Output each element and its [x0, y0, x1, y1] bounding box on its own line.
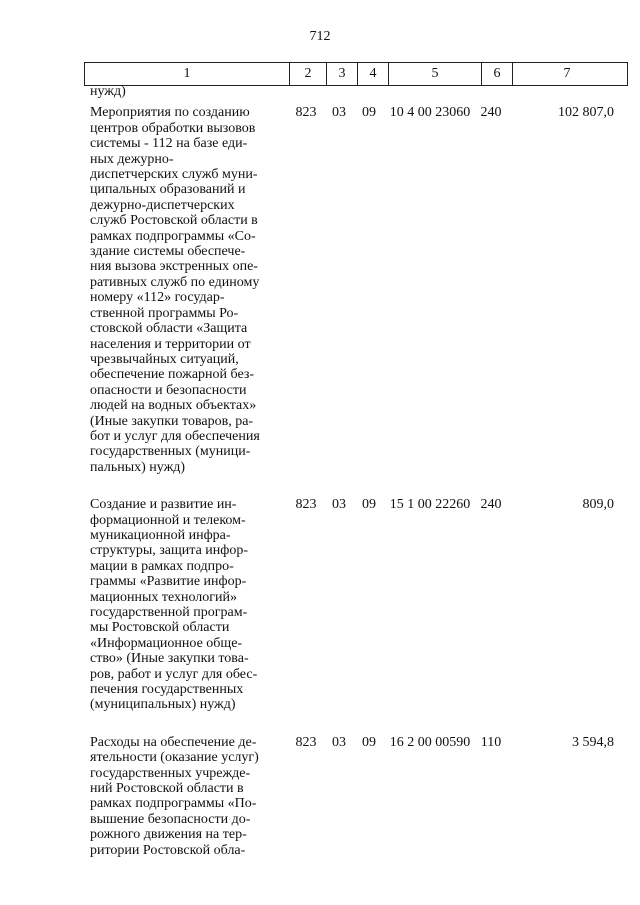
row-target-article: 10 4 00 23060 — [389, 105, 471, 121]
page-number: 712 — [309, 29, 331, 44]
column-header-row — [85, 63, 628, 86]
continuation-row — [84, 84, 620, 99]
row-expense-type: 240 — [480, 105, 502, 121]
row-target-article: 15 1 00 22260 — [389, 497, 471, 513]
row-ministry-code: 823 — [295, 734, 317, 750]
continuation-text: нужд) — [90, 84, 126, 99]
row-subsection-code: 09 — [362, 105, 376, 121]
table-row — [84, 713, 620, 858]
row-subsection-code: 09 — [362, 497, 376, 513]
row-section-code: 03 — [332, 734, 346, 750]
row-amount: 809,0 — [582, 497, 614, 513]
row-ministry-code: 823 — [295, 497, 317, 513]
table-row — [84, 475, 620, 713]
row-description: Расходы на обеспечение де- ятельности (оказание услуг) государственных учрежде- ний Ростовской области в рамках подпрограммы «По- вышение безопасности до- рожного движения на тер- ритории Ростовской обла- — [90, 734, 259, 858]
column-header-5: 5 — [389, 63, 482, 86]
column-header-7: 7 — [513, 63, 628, 86]
row-description: Создание и развитие ин- формационной и телеком- муникационной инфра- структуры, защита инфор- мации в рамках подпро- граммы «Развитие инфор- мационных технологий» государственной програм- мы Ростовской области «Информационное обще- ство» (Иные закупки това- ров, работ и услуг для обес- печения государственных (муниципальных) нужд) — [90, 497, 258, 713]
row-expense-type: 110 — [480, 734, 502, 750]
column-header-3: 3 — [327, 63, 358, 86]
budget-table — [84, 84, 620, 858]
row-target-article: 16 2 00 00590 — [389, 734, 471, 750]
column-header-1: 1 — [85, 63, 290, 86]
row-amount: 3 594,8 — [572, 734, 614, 750]
column-header-6: 6 — [482, 63, 513, 86]
row-section-code: 03 — [332, 497, 346, 513]
column-header-4: 4 — [358, 63, 389, 86]
column-header-2: 2 — [290, 63, 327, 86]
row-subsection-code: 09 — [362, 734, 376, 750]
row-section-code: 03 — [332, 105, 346, 121]
row-amount: 102 807,0 — [558, 105, 614, 121]
row-ministry-code: 823 — [295, 105, 317, 121]
row-expense-type: 240 — [480, 497, 502, 513]
column-header-table — [84, 62, 628, 86]
row-description: Мероприятия по созданию центров обработки вызовов системы - 112 на базе еди- ных дежурно- диспетчерских служб муни- ципальных образований и дежурно-диспетчерских служб Ростовской области в рамках подпрограммы «Со- здание системы обеспече- ния вызова экстренных опе- ративных служб по единому номеру «112» государ- ственной программы Ро- стовской области «Защита населения и территории от чрезвычайных ситуаций, обеспечение пожарной без- опасности и безопасности людей на водных объектах» (Иные закупки товаров, ра- бот и услуг для обеспечения государственных (муници- пальных) нужд) — [90, 105, 260, 475]
table-row — [84, 99, 620, 475]
